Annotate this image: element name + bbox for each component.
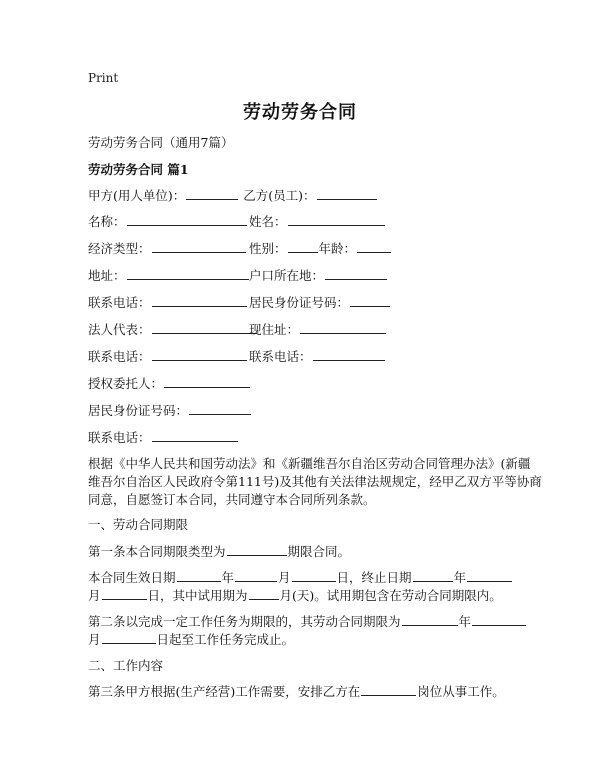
phone-label-4: 联系电话： xyxy=(88,430,151,445)
article2-line-1 xyxy=(88,612,527,631)
phone-blank-3 xyxy=(313,347,385,361)
article2-day-blank xyxy=(102,630,156,644)
term-end-year-label: 年 xyxy=(453,570,467,585)
article2-suffix: 日起至工作任务完成止。 xyxy=(156,632,295,647)
article1 xyxy=(88,542,350,561)
intro-line-3: 同意，自愿签订本合同，共同遵守本合同所列条款。 xyxy=(88,492,376,507)
party-row xyxy=(88,186,378,204)
age-label: 年龄： xyxy=(318,241,357,256)
document-subtitle: 劳动劳务合同（通用7篇） xyxy=(88,135,234,150)
article3-blank xyxy=(361,682,416,696)
authorized-label: 授权委托人： xyxy=(88,376,164,391)
term-end-day-blank xyxy=(102,586,147,600)
article2-year-label: 年 xyxy=(458,614,472,629)
address-blank xyxy=(127,266,249,280)
term-year-label: 年 xyxy=(221,570,235,585)
full-name-row xyxy=(249,212,386,230)
current-addr-row xyxy=(249,320,387,338)
party-a-label: 甲方(用人单位)： xyxy=(88,188,186,203)
gender-age-row xyxy=(249,239,392,257)
term-start-day-blank xyxy=(292,568,336,582)
age-blank xyxy=(357,239,391,253)
phone-row-3 xyxy=(249,347,386,365)
article1-text: 第一条本合同期限类型为 xyxy=(88,544,226,559)
phone-row-2 xyxy=(88,347,248,365)
article2-month-label: 月 xyxy=(88,632,101,647)
article3-suffix: 岗位从事工作。 xyxy=(417,684,505,699)
intro-line-1: 根据《中华人民共和国劳动法》和《新疆维吾尔自治区劳动合同管理办法》(新疆 xyxy=(88,456,531,471)
name-row xyxy=(88,212,248,230)
authorized-row xyxy=(88,374,251,392)
article3-text: 第三条甲方根据(生产经营)工作需要，安排乙方在 xyxy=(88,684,361,699)
resident-id-blank-2 xyxy=(189,401,251,415)
full-name-label: 姓名： xyxy=(249,214,287,229)
phone-label-3: 联系电话： xyxy=(249,349,312,364)
phone-label-1: 联系电话： xyxy=(88,295,151,310)
name-blank xyxy=(127,212,247,226)
party-a-blank xyxy=(186,186,238,200)
address-label: 地址： xyxy=(88,268,126,283)
term-start-label: 本合同生效日期 xyxy=(88,570,176,585)
clause2-heading: 二、工作内容 xyxy=(88,658,164,673)
term-line-2 xyxy=(88,586,502,605)
gender-blank xyxy=(288,239,318,253)
econ-type-label: 经济类型： xyxy=(88,241,151,256)
legal-rep-blank xyxy=(152,320,257,334)
econ-type-blank xyxy=(152,239,246,253)
gender-label: 性别： xyxy=(249,241,287,256)
authorized-blank xyxy=(164,374,250,388)
section-heading: 劳动劳务合同 篇1 xyxy=(88,162,189,177)
intro-line-2: 维吾尔自治区人民政府令第111号)及其他有关法律法规规定，经甲乙双方平等协商 xyxy=(88,474,542,489)
term-end-label: 日，终止日期 xyxy=(336,570,412,585)
resident-id-blank xyxy=(350,293,390,307)
article3 xyxy=(88,682,505,701)
phone-blank-1 xyxy=(152,293,247,307)
party-b-label: 乙方(员工)： xyxy=(243,188,316,203)
household-blank xyxy=(325,266,387,280)
phone-blank-4 xyxy=(152,428,238,442)
phone-blank-2 xyxy=(152,347,247,361)
name-label: 名称： xyxy=(88,214,126,229)
article1-suffix: 期限合同。 xyxy=(287,544,351,559)
household-row xyxy=(249,266,388,284)
page-title: 劳动劳务合同 xyxy=(243,102,357,123)
term-end-year-blank xyxy=(413,568,453,582)
address-row xyxy=(88,266,250,284)
resident-id-row xyxy=(249,293,391,311)
resident-id-label: 居民身份证号码： xyxy=(249,295,350,310)
phone-row-4 xyxy=(88,428,239,446)
article2-line-2 xyxy=(88,630,294,649)
article2-year-blank xyxy=(402,612,458,626)
phone-label-2: 联系电话： xyxy=(88,349,151,364)
probation-blank xyxy=(249,586,279,600)
probation-suffix: 月(天)。试用期包含在劳动合同期限内。 xyxy=(279,588,502,603)
term-start-year-blank xyxy=(177,568,221,582)
article2-text: 第二条以完成一定工作任务为期限的，其劳动合同期限为 xyxy=(88,614,401,629)
legal-rep-row xyxy=(88,320,258,338)
term-month-label: 月 xyxy=(278,570,291,585)
probation-label: 日，其中试用期为 xyxy=(147,588,248,603)
legal-rep-label: 法人代表： xyxy=(88,322,151,337)
current-addr-label: 现住址： xyxy=(249,322,300,337)
current-addr-blank xyxy=(300,320,386,334)
party-b-blank xyxy=(317,186,377,200)
print-label[interactable]: Print xyxy=(88,71,119,85)
household-label: 户口所在地： xyxy=(249,268,325,283)
resident-id-row-2 xyxy=(88,401,252,419)
article1-blank xyxy=(227,542,287,556)
econ-row xyxy=(88,239,247,257)
full-name-blank xyxy=(288,212,385,226)
term-end-month-label: 月 xyxy=(88,588,101,603)
clause1-heading: 一、劳动合同期限 xyxy=(88,517,189,532)
term-line-1 xyxy=(88,568,513,587)
phone-row-1 xyxy=(88,293,248,311)
article2-month-blank xyxy=(472,612,526,626)
resident-id-label-2: 居民身份证号码： xyxy=(88,403,189,418)
term-end-month-blank xyxy=(467,568,512,582)
term-start-month-blank xyxy=(235,568,277,582)
